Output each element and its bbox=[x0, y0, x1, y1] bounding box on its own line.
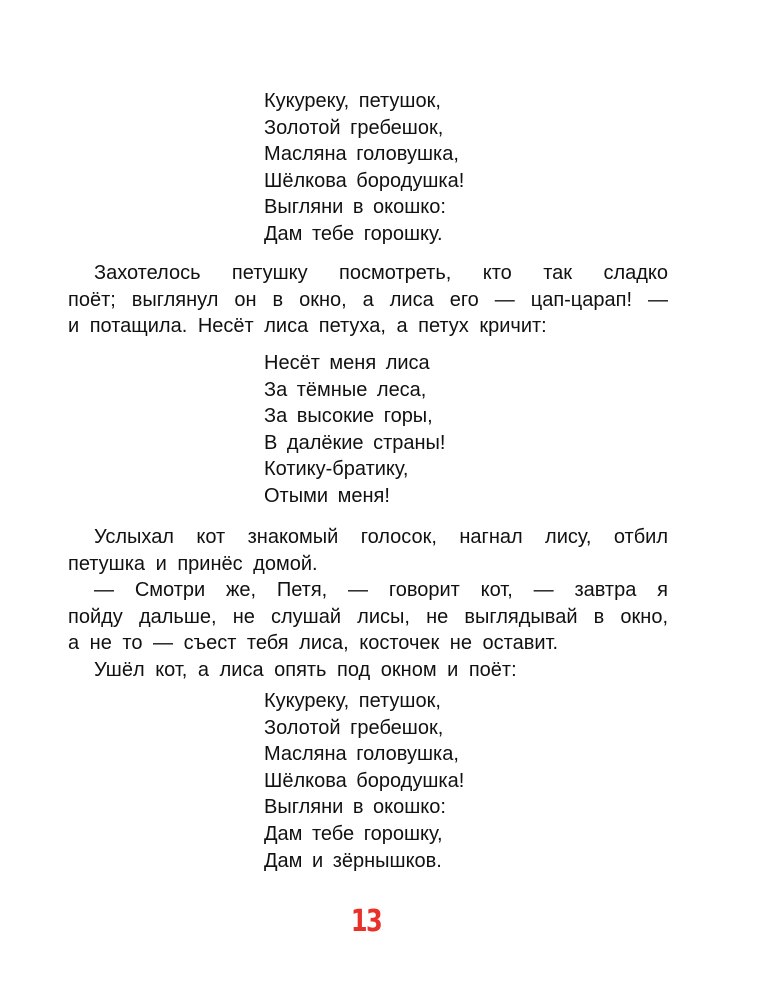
prose-line: поёт; выглянул он в окно, а лиса его — цап-царап! — bbox=[68, 288, 668, 311]
verse-line: Шёлкова бородушка! bbox=[264, 769, 465, 792]
paragraph-4 bbox=[68, 657, 668, 684]
verse-line: Кукуреку, петушок, bbox=[264, 690, 441, 712]
verse-line: В далёкие страны! bbox=[264, 431, 446, 454]
prose-line: Ушёл кот, а лиса опять под окном и поёт: bbox=[94, 659, 517, 681]
verse-2 bbox=[264, 350, 564, 510]
verse-line: Шёлкова бородушка! bbox=[264, 169, 465, 192]
verse-line: Дам тебе горошку, bbox=[264, 822, 443, 845]
page-number: 13 bbox=[350, 904, 382, 939]
verse-line: Дам тебе горошку. bbox=[264, 222, 443, 245]
verse-line: Дам и зёрнышков. bbox=[264, 849, 442, 872]
prose-line: Захотелось петушку посмотреть, кто так сладко bbox=[94, 262, 668, 284]
verse-line: Выгляни в окошко: bbox=[264, 796, 446, 819]
verse-line: Золотой гребешок, bbox=[264, 716, 444, 739]
verse-line: За высокие горы, bbox=[264, 405, 433, 428]
verse-line: Масляна головушка, bbox=[264, 143, 459, 166]
prose-line: а не то — съест тебя лиса, косточек не оставит. bbox=[68, 632, 558, 655]
verse-line: Несёт меня лиса bbox=[264, 352, 430, 374]
verse-line: За тёмные леса, bbox=[264, 378, 427, 401]
verse-3 bbox=[264, 688, 564, 874]
prose-line: пойду дальше, не слушай лисы, не выглядывай в окно, bbox=[68, 605, 668, 628]
paragraph-1 bbox=[68, 260, 668, 340]
prose-line: — Смотри же, Петя, — говорит кот, — завтра я bbox=[94, 579, 668, 601]
verse-line: Золотой гребешок, bbox=[264, 116, 444, 139]
verse-line: Масляна головушка, bbox=[264, 743, 459, 766]
verse-line: Кукуреку, петушок, bbox=[264, 90, 441, 112]
paragraph-3 bbox=[68, 577, 668, 657]
verse-line: Отыми меня! bbox=[264, 484, 390, 507]
verse-1 bbox=[264, 88, 564, 248]
prose-line: Услыхал кот знакомый голосок, нагнал лису, отбил bbox=[94, 526, 668, 548]
paragraph-2 bbox=[68, 524, 668, 577]
verse-line: Выгляни в окошко: bbox=[264, 196, 446, 219]
prose-line: и потащила. Несёт лиса петуха, а петух кричит: bbox=[68, 315, 547, 338]
prose-line: петушка и принёс домой. bbox=[68, 552, 318, 575]
verse-line: Котику-братику, bbox=[264, 458, 409, 481]
